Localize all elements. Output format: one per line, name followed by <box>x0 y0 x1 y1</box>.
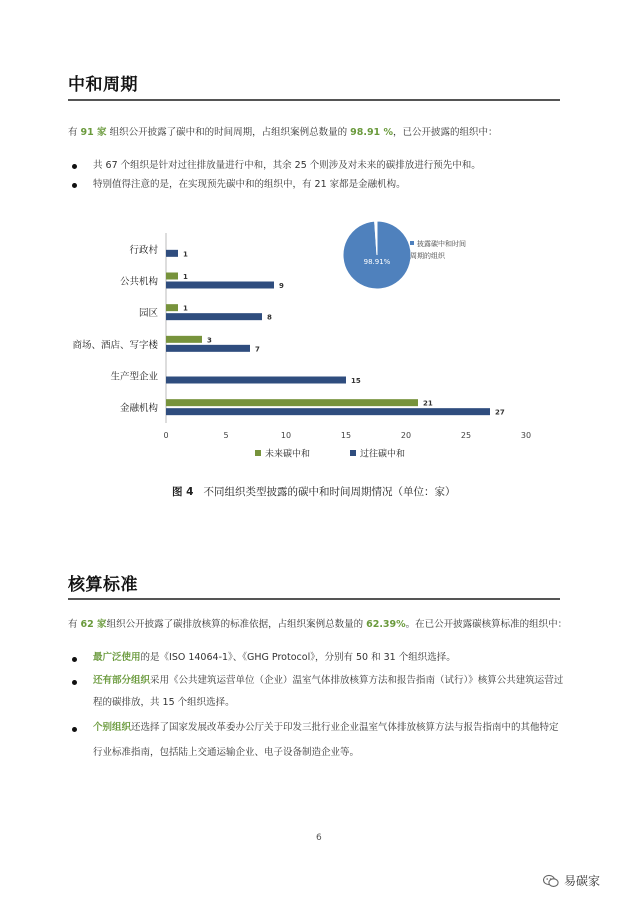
pie-legend-swatch <box>410 241 414 245</box>
bar-future <box>166 336 202 343</box>
data-label: 8 <box>267 313 272 322</box>
data-label: 7 <box>255 345 260 354</box>
data-label: 1 <box>183 250 188 259</box>
figure-caption <box>172 484 455 499</box>
bar-past <box>166 345 250 352</box>
legend-label: 过往碳中和 <box>360 449 406 460</box>
x-tick-label: 15 <box>340 431 352 440</box>
section2-bullet-3: 个别组织还选择了国家发展改革委办公厅关于印发三批行业企业温室气体排放核算方法与报告指南中的其他特定 <box>93 722 559 733</box>
x-tick-label: 20 <box>400 431 412 440</box>
y-tick-label: 生产型企业 <box>110 371 158 383</box>
section2-bullet-2: 还有部分组织采用《公共建筑运营单位（企业）温室气体排放核算方法和报告指南（试行）》核算公共建筑运营过 <box>93 675 564 686</box>
section1-bullet: 共 67 个组织是针对过往排放量进行中和，其余 25 个则涉及对未来的碳排放进行预先中和。 <box>93 160 481 171</box>
section2-bullet-1: 最广泛使用的是《ISO 14064-1》、《GHG Protocol》，分别有 50 和 31 个组织选择。 <box>93 652 456 663</box>
data-label: 15 <box>351 377 361 385</box>
y-tick-label: 公共机构 <box>119 276 158 288</box>
pie-legend-label: 周期的组织 <box>410 252 445 260</box>
bar-future <box>166 273 178 280</box>
bullet-dot <box>72 183 77 188</box>
section2-bullet-3-cont: 行业标准指南，包括陆上交通运输企业、电子设备制造企业等。 <box>93 747 360 758</box>
watermark <box>543 872 600 889</box>
bullet-dot <box>72 727 77 732</box>
x-tick-label: 25 <box>460 431 472 440</box>
data-label: 27 <box>495 408 505 417</box>
bar-past <box>166 377 346 384</box>
bar-future <box>166 399 418 406</box>
wechat-icon <box>543 874 559 888</box>
bullet-dot <box>72 680 77 685</box>
section-divider <box>68 99 560 101</box>
section1-bullet: 特别值得注意的是，在实现预先碳中和的组织中，有 21 家都是金融机构。 <box>93 179 406 190</box>
bar-past <box>166 313 262 320</box>
pie-legend-label: 披露碳中和时间 <box>417 240 466 248</box>
section-divider <box>68 598 560 600</box>
data-label: 1 <box>183 304 188 313</box>
data-label: 1 <box>183 273 188 281</box>
page-number: 6 <box>316 833 322 843</box>
section1-intro: 有 91 家 组织公开披露了碳中和的时间周期，占组织案例总数量的 98.91 %，已公开披露的组织中： <box>68 127 498 138</box>
bar-past <box>166 282 274 289</box>
y-tick-label: 商场、酒店、写字楼 <box>72 339 158 351</box>
bullet-dot <box>72 164 77 169</box>
section2-bullet-2-cont: 程的碳排放，共 15 个组织选择。 <box>93 697 235 708</box>
data-label: 9 <box>279 282 284 290</box>
bar-future <box>166 304 178 311</box>
x-tick-label: 0 <box>163 431 169 440</box>
bullet-dot <box>72 657 77 662</box>
bar-past <box>166 250 178 257</box>
x-tick-label: 5 <box>223 431 229 440</box>
legend-swatch <box>255 450 261 456</box>
legend-label: 未来碳中和 <box>265 449 311 460</box>
bar-past <box>166 408 490 415</box>
data-label: 21 <box>423 399 433 408</box>
figure-label: 图 4 <box>172 486 194 498</box>
section2-intro: 有 62 家组织公开披露了碳排放核算的标准依据，占组织案例总数量的 62.39%。在已公开披露碳核算标准的组织中： <box>68 619 568 630</box>
y-tick-label: 行政村 <box>129 244 158 256</box>
section-title-accounting-standards: 核算标准 <box>68 575 138 595</box>
legend-swatch <box>350 450 356 456</box>
x-tick-label: 10 <box>280 431 292 440</box>
y-tick-label: 金融机构 <box>119 403 158 415</box>
pie-data-label: 98.91% <box>363 258 391 266</box>
watermark-text: 易碳家 <box>564 874 601 888</box>
bar-chart-neutralization-period <box>40 205 560 470</box>
figure-caption-text: 不同组织类型披露的碳中和时间周期情况（单位：家） <box>203 486 456 498</box>
section-title-neutralization-period: 中和周期 <box>68 75 138 95</box>
x-tick-label: 30 <box>520 431 532 440</box>
y-tick-label: 园区 <box>138 308 158 320</box>
data-label: 3 <box>207 336 212 345</box>
